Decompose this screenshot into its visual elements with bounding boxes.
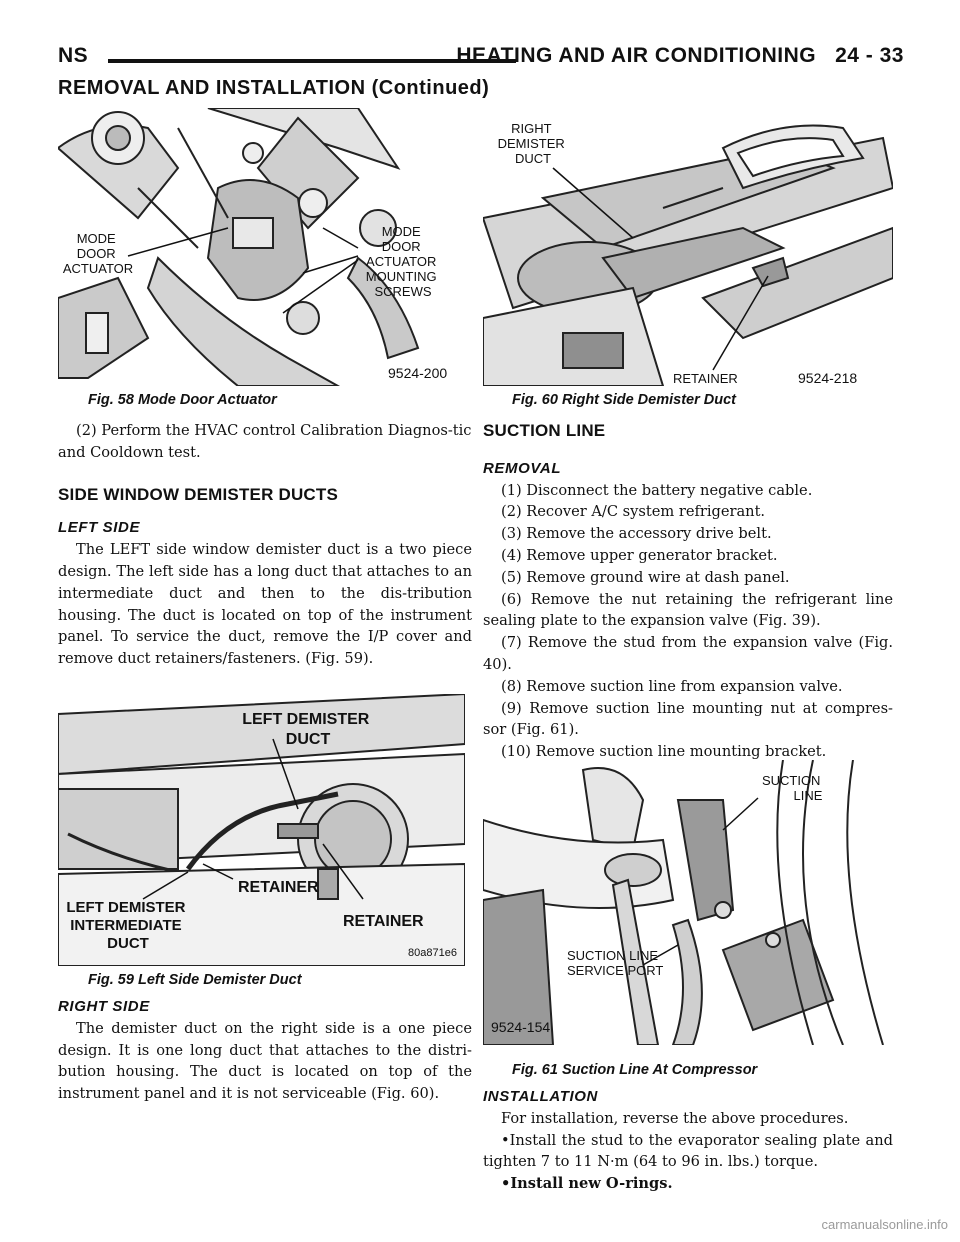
figure-60-illustration <box>483 108 893 386</box>
subheading-left-side: LEFT SIDE <box>58 519 141 537</box>
fig59-label-intermediate-line2: INTERMEDIATE <box>70 917 182 934</box>
subheading-installation: INSTALLATION <box>483 1088 598 1105</box>
fig58-label-screws-line5: SCREWS <box>374 284 432 299</box>
fig59-label-retainer-2: RETAINER <box>343 913 424 930</box>
figure-58-caption: Fig. 58 Mode Door Actuator <box>88 392 277 408</box>
chapter-title: HEATING AND AIR CONDITIONING <box>456 44 817 67</box>
fig60-label-duct-line3: DUCT <box>514 151 552 166</box>
step-2-text: (2) Perform the HVAC control Calibration Diagnos-tic and Cooldown test. <box>58 422 472 461</box>
fig58-label-actuator-line3: ACTUATOR <box>62 261 134 276</box>
fig61-label-port-line2: SERVICE PORT <box>567 963 664 978</box>
page-header-right <box>456 44 904 68</box>
figure-59-caption: Fig. 59 Left Side Demister Duct <box>88 972 302 988</box>
fig59-code: 80a871e6 <box>408 947 457 959</box>
removal-step: (2) Recover A/C system refrigerant. <box>501 503 766 521</box>
fig61-label-line-line2: LINE <box>793 788 823 803</box>
removal-step: (7) Remove the stud from the expansion valve (Fig. 40). <box>483 634 893 673</box>
bullet-2-text: Install new O-rings. <box>510 1175 673 1193</box>
installation-bullet-2 <box>483 1173 893 1195</box>
figure-61-illustration <box>483 760 893 1045</box>
removal-step: (8) Remove suction line from expansion valve. <box>501 677 843 695</box>
fig58-label-screws-line4: MOUNTING <box>365 269 437 284</box>
fig61-label-port-line1: SUCTION LINE <box>567 948 659 963</box>
manual-code: NS <box>58 44 89 67</box>
installation-bullet-1 <box>483 1130 893 1174</box>
fig58-label-actuator-line1: MODE <box>76 231 116 246</box>
section-suction-line: SUCTION LINE <box>483 421 606 440</box>
subheading-removal: REMOVAL <box>483 459 562 477</box>
right-column-upper <box>483 420 893 785</box>
removal-step: (5) Remove ground wire at dash panel. <box>501 568 790 586</box>
bullet-dot: • <box>501 1175 511 1193</box>
fig60-label-retainer: RETAINER <box>673 371 738 386</box>
fig58-code: 9524-200 <box>388 365 448 381</box>
fig60-label-duct-line2: DEMISTER <box>497 136 565 151</box>
figure-60-caption: Fig. 60 Right Side Demister Duct <box>512 392 736 408</box>
header-rule <box>108 59 516 63</box>
fig58-label-actuator-line2: DOOR <box>76 246 116 261</box>
right-side-paragraph: The demister duct on the right side is a one piece design. It is one long duct that attaches to the distri-bution housing. The duct is located on top of the instrument panel and it is not serviceable (Fig. 60). <box>58 1019 472 1103</box>
fig58-label-screws-line3: ACTUATOR <box>366 254 437 269</box>
fig60-code: 9524-218 <box>798 370 858 386</box>
removal-step: (3) Remove the accessory drive belt. <box>501 525 772 543</box>
fig59-label-intermediate-line1: LEFT DEMISTER <box>66 899 186 916</box>
bullet-1-text: Install the stud to the evaporator sealing plate and tighten 7 to 11 N·m (64 to 96 in. lbs.) torque. <box>483 1131 893 1171</box>
fig61-label-line-line1: SUCTION <box>761 773 821 788</box>
removal-step: (10) Remove suction line mounting bracket. <box>501 743 827 761</box>
removal-step: (1) Disconnect the battery negative cable. <box>501 481 813 499</box>
watermark: carmanualsonline.info <box>821 1217 948 1232</box>
svg-text:SUCTION LINE SERVICE POR <box>567 948 663 978</box>
right-column-lower <box>483 1086 893 1195</box>
fig59-label-retainer-1: RETAINER <box>238 879 319 896</box>
fig58-label-screws-line1: MODE <box>381 224 421 239</box>
fig60-label-duct-line1: RIGHT <box>511 121 552 136</box>
fig59-label-duct-line1: LEFT DEMISTER <box>242 711 370 728</box>
removal-steps-list <box>483 480 893 785</box>
fig59-label-duct-line2: DUCT <box>285 731 331 748</box>
bullet-dot: • <box>501 1131 510 1149</box>
left-column-lower <box>58 996 472 1105</box>
installation-intro: For installation, reverse the above procedures. <box>501 1109 849 1127</box>
fig59-label-intermediate-line3: DUCT <box>107 935 149 952</box>
fig58-label-screws-line2: DOOR <box>381 239 421 254</box>
removal-step: (4) Remove upper generator bracket. <box>501 546 778 564</box>
figure-58-illustration <box>58 108 465 386</box>
page-number: 24 - 33 <box>835 44 904 67</box>
left-side-paragraph: The LEFT side window demister duct is a two piece design. The left side has a long duct that attaches to an intermediate duct and then to the dis-tribution housing. The duct is located on top of the instrument panel. To service the duct, remove the I/P cover and remove duct retainers/fasteners. (Fig. 59). <box>58 541 472 668</box>
figure-59-illustration <box>58 694 465 966</box>
subheading-right-side: RIGHT SIDE <box>58 998 150 1015</box>
removal-step: (6) Remove the nut retaining the refrigerant line sealing plate to the expansion valve (Fig. 39). <box>483 590 893 630</box>
figure-61-caption: Fig. 61 Suction Line At Compressor <box>512 1062 758 1078</box>
section-side-window-demister-ducts: SIDE WINDOW DEMISTER DUCTS <box>58 484 339 504</box>
left-column-upper <box>58 420 472 670</box>
fig61-code: 9524-154 <box>491 1019 551 1035</box>
continued-title: REMOVAL AND INSTALLATION (Continued) <box>58 77 490 99</box>
removal-step: (9) Remove suction line mounting nut at compres-sor (Fig. 61). <box>483 699 893 739</box>
